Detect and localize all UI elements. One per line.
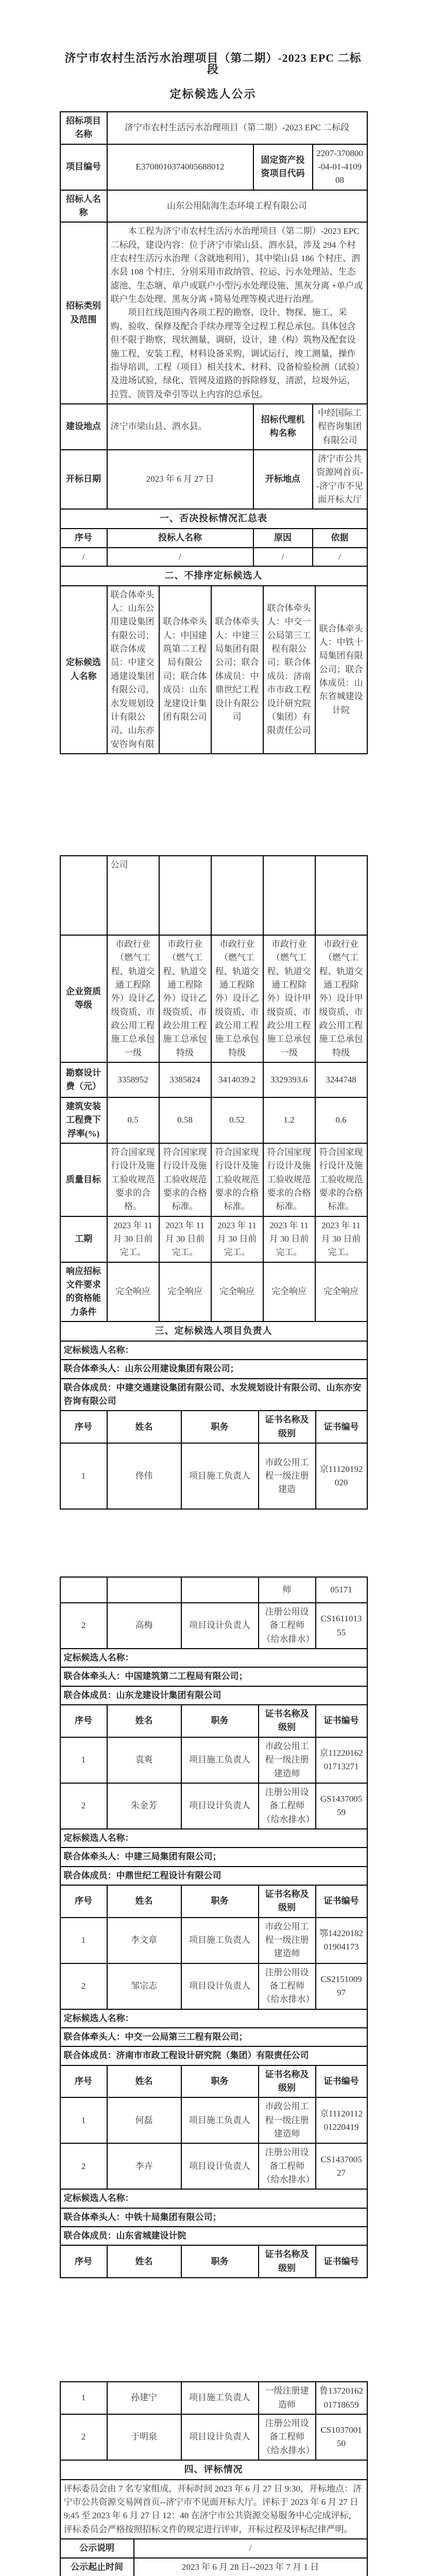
person-name: 袁爽 [107,1737,181,1783]
person-role: 项目施工负责人 [181,1918,259,1963]
col-header: 姓名 [107,1885,181,1918]
person-certno: 京11120192020 [316,1443,367,1509]
candidate-name-label: 定标候选人名称： [60,1341,367,1360]
candidate-name: 联合体牵头人：中铁十局集团有限公司；联合体成员：山东省城建设计院 [315,586,367,754]
info-value: 济宁市公共资源网首页--济宁市不见面开标大厅 [313,450,367,509]
person-cert: 市政公用工程一级注册建造师 [259,1737,316,1783]
person-role: 项目设计负责人 [181,1783,259,1829]
col-header: 序号 [60,529,107,547]
personnel-table-group1 [60,1321,368,1510]
person-name: 何磊 [107,2097,181,2143]
page-1 [60,0,367,754]
personnel-header-row [60,1705,367,1737]
qualification: 市政行业（燃气工程、轨道交通工程除外）设计乙级资质、市政公用工程施工总承包一级 [107,935,159,1062]
person-row [60,2143,367,2189]
personnel-header-row [60,2245,367,2278]
cell: / [253,548,313,566]
row-label: 公示说明 [60,2539,134,2557]
person-certno: 京1122016201713271 [316,1737,367,1783]
person-cert-continued: 师 [259,1577,316,1603]
design-fee: 3358952 [107,1062,159,1097]
rejected-data-row [60,548,367,566]
response: 完全响应 [263,1262,315,1321]
duration: 2023 年 11 月 30 日前完工。 [159,1216,211,1262]
candidate-names-row [60,586,367,754]
discount-rate: 0.52 [211,1097,263,1143]
col-header: 证书名称及级别 [259,1705,316,1737]
info-row-scope [60,222,367,403]
person-no: 1 [60,1918,107,1963]
person-row [60,1918,367,1963]
section3-title: 三、定标候选人项目负责人 [60,1321,367,1341]
candidate-name-label-row [60,2009,367,2028]
personnel-table-group5 [60,2381,368,2461]
leader-row [60,1360,367,1378]
quality-target-row [60,1143,367,1216]
person-no: 1 [60,2097,107,2143]
candidate-name-label: 定标候选人名称： [60,1829,367,1848]
person-role: 项目设计负责人 [181,1963,259,2009]
page-gap [0,2278,426,2381]
section2-title: 二、不排序定标候选人 [60,566,367,586]
col-header: 姓名 [107,2065,181,2098]
consortium-members: 联合体成员：山东龙建设计集团有限公司 [60,1686,367,1705]
cell: / [60,548,107,566]
row-label: 勘察设计费（元） [60,1062,107,1097]
consortium-leader: 联合体牵头人：中建三局集团有限公司； [60,1848,367,1866]
col-header: 职务 [181,2245,259,2278]
info-label: 项目编号 [60,144,107,190]
leader-row [60,2028,367,2046]
person-name: 李卉 [107,2143,181,2189]
duration: 2023 年 11 月 30 日前完工。 [107,1216,159,1262]
person-no: 2 [60,2414,107,2460]
project-info-table [60,111,368,510]
person-cert: 市政公用工程一级注册建造师 [259,1918,316,1963]
col-header: 序号 [60,2245,107,2278]
col-header: 投标人名称 [107,529,253,547]
response: 完全响应 [159,1262,211,1321]
row-label: 工期 [60,1216,107,1262]
col-header: 证书名称及级别 [259,2065,316,2098]
candidate-name-label: 定标候选人名称： [60,2189,367,2208]
doc-title-line1: 济宁市农村生活污水治理项目（第二期）-2023 EPC 二标段 [60,0,367,75]
page-2 [60,855,367,1510]
col-header: 姓名 [107,1705,181,1737]
person-certno: 京1112011201220419 [316,2097,367,2143]
empty-cell [159,856,211,935]
row-label: 建筑安装工程费下浮率(%) [60,1097,107,1143]
response: 完全响应 [107,1262,159,1321]
duration: 2023 年 11 月 30 日前完工。 [211,1216,263,1262]
person-row [60,1603,367,1649]
info-row-project-number [60,144,367,190]
person-certno: 鲁1372016201718659 [316,2382,367,2414]
person-certno: GS143700559 [316,1783,367,1829]
person-role: 项目设计负责人 [181,1603,259,1649]
col-header: 序号 [60,2065,107,2098]
personnel-header-row [60,1885,367,1918]
person-name: 邹宗志 [107,1963,181,2009]
person-no: 2 [60,1603,107,1649]
info-row-opening [60,450,367,509]
row-label: 定标候选人名称 [60,586,107,754]
duration: 2023 年 11 月 30 日前完工。 [315,1216,367,1262]
col-header: 证书编号 [316,2065,367,2098]
personnel-tables-continued [60,1577,368,2278]
empty-cell [315,856,367,935]
row-label-empty [60,856,107,935]
col-header: 职务 [181,2065,259,2098]
col-header: 证书编号 [316,1411,367,1443]
col-header: 原因 [253,529,313,547]
col-header: 序号 [60,1885,107,1918]
empty-cell [181,1577,259,1603]
person-role: 项目施工负责人 [181,1737,259,1783]
evaluation-summary-row [60,2480,367,2539]
candidate-name-label-row [60,2189,367,2208]
person-row [60,1737,367,1783]
candidates-table-part1 [60,566,368,754]
empty-cell [60,1577,107,1603]
col-header: 职务 [181,1885,259,1918]
info-row-tenderer [60,190,367,223]
qualification: 市政行业（燃气工程、轨道交通工程除外）设计甲级资质、市政公用工程施工总承包一级 [263,935,315,1062]
discount-rate: 0.5 [107,1097,159,1143]
rejected-bids-table [60,509,368,567]
doc-title-line2: 定标候选人公示 [60,89,367,100]
design-fee-row [60,1062,367,1097]
person-cert: 一级注册建造师 [259,2382,316,2414]
person-row [60,1963,367,2009]
design-fee: 3244748 [315,1062,367,1097]
info-label: 招标代理机构名称 [253,404,313,450]
person-cert: 注册公用设备工程师（给水排水） [259,1963,316,2009]
section4-title-row [60,2460,367,2480]
discount-rate: 0.6 [315,1097,367,1143]
col-header: 序号 [60,1705,107,1737]
leader-row [60,1848,367,1866]
col-header: 证书编号 [316,1885,367,1918]
col-header: 姓名 [107,1411,181,1443]
section1-title-row [60,509,367,529]
page-3 [60,1577,367,2278]
quality-target: 符合国家现行设计及施工验收规范要求的合格标准。 [315,1143,367,1216]
candidate-name-label: 定标候选人名称： [60,1649,367,1667]
quality-target: 符合国家现行设计及施工验收规范要求的合格标准。 [159,1143,211,1216]
consortium-leader: 联合体牵头人：山东公用建设集团有限公司； [60,1360,367,1378]
person-row [60,2414,367,2460]
discount-rate: 0.58 [159,1097,211,1143]
members-row [60,2046,367,2065]
info-label: 固定资产投资项目代码 [253,144,313,190]
info-value: 2023 年 6 月 27 日 [107,450,253,509]
consortium-leader: 联合体牵头人：中国建筑第二工程局有限公司； [60,1667,367,1686]
person-cert: 注册公用设备工程师（给水排水） [259,1783,316,1829]
members-row [60,1379,367,1411]
person-row [60,2382,367,2414]
scope-paragraph-2: 项目红线范围内各项工程的勘察、设计、物探、施工、采购、验收、保修及配合手续办理等全过程工程总承包。具体包含但不限于勘察，现状测量，调研，设计，建（构）筑物及配套设施工程，安装工程，材料设备采购，调试运行，竣工测量，操作指导培训，工程（项目）相关技术、材料、设备检验检测（试验）及进场试验，绿化、管网及道路的拆除修复，清淤，垃圾外运，拉管、顶管及牵引等以上内容的总承包。 [111,306,364,401]
quality-target: 符合国家现行设计及施工验收规范要求的合格。 [107,1143,159,1216]
candidate-name: 联合体牵头人：中交一公局第三工程有限公司；联合体成员：济南市市政工程设计研究院（集团）有限责任公司 [263,586,315,754]
person-certno: CS215100997 [316,1963,367,2009]
info-row-project-name [60,112,367,144]
section1-title: 一、否决投标情况汇总表 [60,509,367,529]
members-row [60,1867,367,1885]
info-value: 济宁市梁山县、泗水县。 [107,404,253,450]
empty-cell [263,856,315,935]
row-label: 企业资质等级 [60,935,107,1062]
empty-cell [107,1577,181,1603]
col-header: 证书名称及级别 [259,1885,316,1918]
page-gap [0,754,426,855]
rejected-header-row [60,529,367,547]
person-row [60,2097,367,2143]
info-label: 开标地点 [253,450,313,509]
notice-row [60,2539,367,2557]
info-value: E3708010374005688012 [107,144,253,190]
candidate-name-label: 定标候选人名称： [60,2009,367,2028]
consortium-members: 联合体成员：中鼎世纪工程设计有限公司 [60,1867,367,1885]
design-fee: 3385824 [159,1062,211,1097]
qualification-row [60,935,367,1062]
candidate-name-label-row [60,1341,367,1360]
empty-cell [211,856,263,935]
page-4 [60,2381,367,2576]
design-fee: 3329393.6 [263,1062,315,1097]
person-no: 2 [60,1783,107,1829]
quality-target: 符合国家现行设计及施工验收规范要求的合格标准。 [263,1143,315,1216]
section4-title: 四、评标情况 [60,2460,367,2480]
personnel-header-row [60,2065,367,2098]
person-no: 2 [60,1963,107,2009]
cell: / [107,548,253,566]
person-role: 项目设计负责人 [181,2414,259,2460]
candidate-name: 联合体牵头人：山东公用建设集团有限公司；联合体成员：中建交通建设集团有限公司、水发规划设计有限公司、山东亦安咨询有限 [107,586,159,754]
info-label: 建设地点 [60,404,107,450]
row-label: 质量目标 [60,1143,107,1216]
discount-rate: 1.2 [263,1097,315,1143]
person-row [60,1783,367,1829]
person-row-split-part1 [60,1443,367,1509]
col-header: 证书编号 [316,2245,367,2278]
members-row [60,1686,367,1705]
person-cert: 注册公用设备工程师（给水排水） [259,2143,316,2189]
person-name: 高梅 [107,1603,181,1649]
evaluation-summary: 评标委员会由 7 名专家组成，开标时间 2023 年 6 月 27 日 9:30，开标地点：济宁市公共资源交易网首页--济宁市不见面开标大厅。评标于 2023 年 6 月 27 日 9:45 至 2023 年 6 月 27 日 12：40 在济宁市公共资源交易服务中心完成评标，评标委员会严格按照招标文件的规定进行评审，开标过程及评标纪律严明。 [60,2480,367,2539]
col-header: 序号 [60,1411,107,1443]
section3-title-row [60,1321,367,1341]
person-role: 项目施工负责人 [181,2382,259,2414]
consortium-members: 联合体成员：济南市市政工程设计研究院（集团）有限责任公司 [60,2046,367,2065]
candidates-table-part2 [60,855,368,1322]
info-label: 招标人名称 [60,190,107,223]
response-row [60,1262,367,1321]
consortium-members: 联合体成员：山东省城建设计院 [60,2227,367,2245]
person-name: 于明泉 [107,2414,181,2460]
person-name: 李文章 [107,1918,181,1963]
person-certno: CS143700527 [316,2143,367,2189]
person-role: 项目施工负责人 [181,1443,259,1509]
duration-row [60,1216,367,1262]
person-no: 2 [60,2143,107,2189]
notice-value: / [134,2539,367,2557]
col-header: 职务 [181,1411,259,1443]
person-cert: 注册公用设备工程师（给水排水） [259,1603,316,1649]
info-value: 2207-370800-04-01-410908 [313,144,367,190]
scope-paragraph-1: 本工程为济宁市农村生活污水治理项目（第二期）-2023 EPC 二标段，建设内容：位于济宁市梁山县、泗水县，涉及 294 个村庄农村生活污水治理（含就地利用），其中梁山县 186 个村庄、泗水县 108 个村庄，分别采用市政纳管、拉运、污水处理站、生态滤池、生态塘、单户或联户小型污水处理设施、黑灰分离 +单户或联户生态处理、黑灰分离 +简易处理等模式进行治理。 [111,225,364,306]
page-gap [0,1510,426,1577]
publicity-period: 2023 年 6 月 28 日--2023 年 7 月 1 日 [134,2558,367,2576]
person-role: 项目设计负责人 [181,2143,259,2189]
candidate-name-label-row [60,1829,367,1848]
members-row [60,2227,367,2245]
person-no: 1 [60,1443,107,1509]
response: 完全响应 [211,1262,263,1321]
person-cert: 注册公用设备工程师（给水排水） [259,2414,316,2460]
info-label: 招标项目名称 [60,112,107,144]
person-certno: 鄂1422018201904173 [316,1918,367,1963]
discount-rate-row [60,1097,367,1143]
publicity-period-row [60,2558,367,2576]
leader-row [60,1667,367,1686]
person-cert: 市政公用工程一级注册建造师 [259,2097,316,2143]
info-scope-text [107,222,367,403]
col-header: 姓名 [107,2245,181,2278]
col-header: 职务 [181,1705,259,1737]
consortium-members: 联合体成员：中建交通建设集团有限公司、水发规划设计有限公司、山东亦安咨询有限公司 [60,1379,367,1411]
leader-row [60,2208,367,2227]
info-value: 济宁市农村生活污水治理项目（第二期）-2023 EPC 二标段 [107,112,367,144]
qualification: 市政行业（燃气工程、轨道交通工程除外）设计甲级资质、市政公用工程施工总承包特级 [315,935,367,1062]
person-name: 朱金芳 [107,1783,181,1829]
evaluation-table [60,2460,368,2576]
col-header: 依据 [313,529,367,547]
row-label: 公示起止时间 [60,2558,134,2576]
person-no: 1 [60,1737,107,1783]
info-label: 招标类别及范围 [60,222,107,403]
candidate-name: 联合体牵头人：中国建筑第二工程局有限公司；联合体成员：山东龙建设计集团有限公司 [159,586,211,754]
person-row-split-part2 [60,1577,367,1603]
candidate-name: 联合体牵头人：中建三局集团有限公司；联合体成员：中鼎世纪工程设计有限公司 [211,586,263,754]
row-label: 响应招标文件要求的资格能力条件 [60,1262,107,1321]
design-fee: 3414039.2 [211,1062,263,1097]
info-label: 开标日期 [60,450,107,509]
qualification: 市政行业（燃气工程、轨道交通工程除外）设计乙级资质、市政公用工程施工总承包特级 [159,935,211,1062]
person-no: 1 [60,2382,107,2414]
consortium-leader: 联合体牵头人：中铁十局集团有限公司； [60,2208,367,2227]
info-row-location [60,404,367,450]
person-certno-continued: 05171 [316,1577,367,1603]
candidate-name-label-row [60,1649,367,1667]
personnel-header-row [60,1411,367,1443]
consortium-leader: 联合体牵头人：中交一公局第三工程有限公司； [60,2028,367,2046]
person-role: 项目施工负责人 [181,2097,259,2143]
person-certno: CS161101355 [316,1603,367,1649]
person-name: 孙建宁 [107,2382,181,2414]
cell: / [313,548,367,566]
info-value: 山东公用陆海生态环境工程有限公司 [107,190,367,223]
qualification: 市政行业（燃气工程、轨道交通工程除外）设计乙级资质、市政公用工程施工总承包特级 [211,935,263,1062]
col-header: 证书编号 [316,1705,367,1737]
person-certno: CS103700150 [316,2414,367,2460]
response: 完全响应 [315,1262,367,1321]
candidate-names-continuation-row [60,856,367,935]
candidate-name-continued: 公司 [107,856,159,935]
info-value: 中经国际工程咨询集团有限公司 [313,404,367,450]
col-header: 证书名称及级别 [259,2245,316,2278]
quality-target: 符合国家现行设计及施工验收规范要求的合格标准。 [211,1143,263,1216]
section2-title-row [60,566,367,586]
person-cert: 市政公用工程一级注册建造 [259,1443,316,1509]
person-name: 佟伟 [107,1443,181,1509]
col-header: 证书名称及级别 [259,1411,316,1443]
duration: 2023 年 11 月 30 日前完工。 [263,1216,315,1262]
